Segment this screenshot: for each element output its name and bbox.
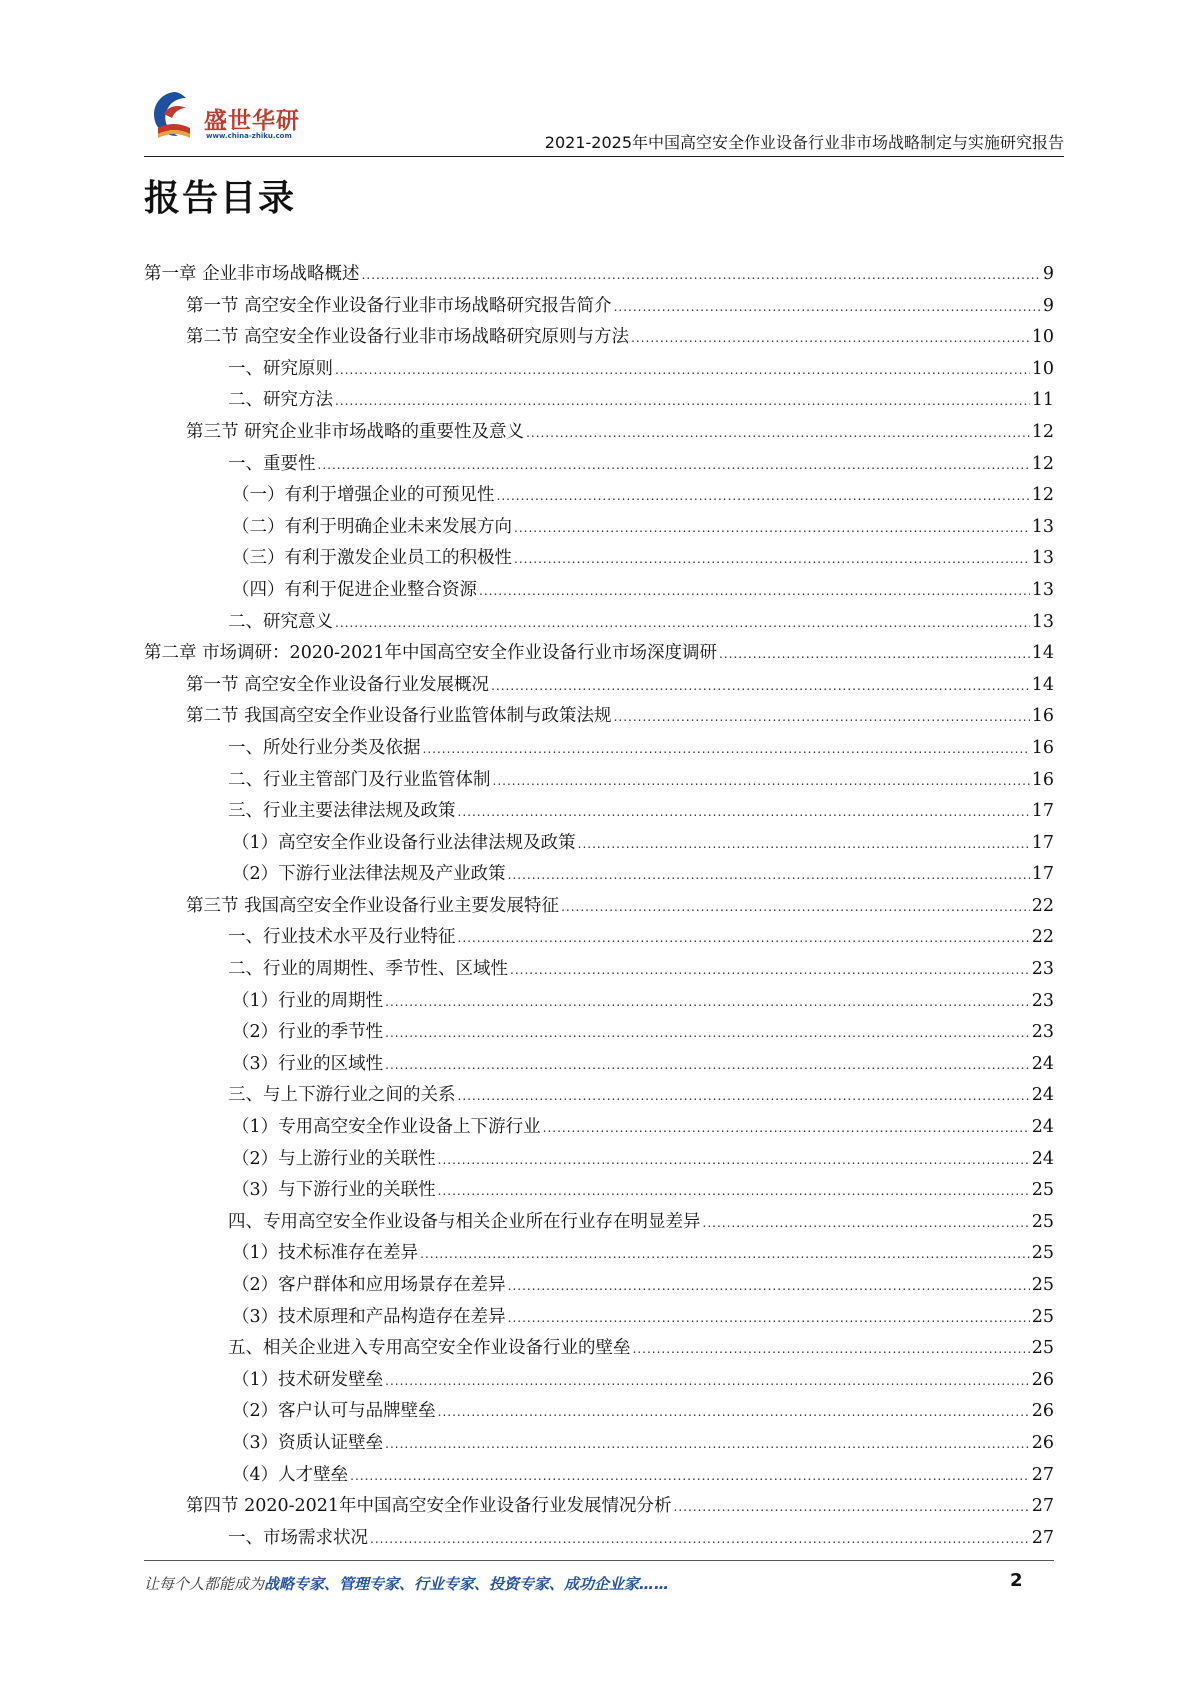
toc-dot-leader [385, 1017, 1030, 1050]
toc-dot-leader [719, 638, 1030, 671]
toc-entry-title: 第三节 研究企业非市场战略的重要性及意义 [186, 421, 525, 442]
toc-entry-page: 25 [1031, 1243, 1054, 1264]
toc-dot-leader [438, 1175, 1030, 1208]
toc-entry-title: （1）专用高空安全作业设备上下游行业 [232, 1117, 541, 1138]
toc-entry-page: 27 [1031, 1527, 1054, 1548]
toc-entry-page: 12 [1031, 453, 1054, 474]
toc-entry-page: 16 [1031, 706, 1054, 727]
toc-entry-page: 13 [1031, 516, 1054, 537]
toc-entry-title: 三、行业主要法律法规及政策 [228, 801, 456, 822]
toc-dot-leader [438, 1144, 1030, 1177]
toc-entry[interactable] [144, 1460, 1054, 1492]
toc-dot-leader [508, 859, 1030, 892]
toc-entry-title: （二）有利于明确企业未来发展方向 [232, 516, 512, 537]
logo-url: www.china-zhiku.com [206, 132, 292, 140]
toc-dot-leader [385, 986, 1030, 1019]
toc-entry-title: （2）行业的季节性 [232, 1022, 384, 1043]
toc-dot-leader [438, 1396, 1030, 1429]
toc-dot-leader [318, 449, 1030, 482]
toc-dot-leader [458, 796, 1030, 829]
toc-entry-title: 第三节 我国高空安全作业设备行业主要发展特征 [186, 895, 560, 916]
toc-dot-leader [578, 828, 1030, 861]
toc-dot-leader [526, 417, 1030, 450]
toc-entry[interactable] [144, 1144, 1054, 1176]
toc-entry[interactable] [144, 1175, 1054, 1207]
page-title: 报告目录 [144, 178, 297, 219]
toc-dot-leader [514, 543, 1030, 576]
toc-dot-leader [479, 575, 1030, 608]
toc-entry-title: （四）有利于促进企业整合资源 [232, 579, 477, 600]
toc-entry-page: 26 [1031, 1369, 1054, 1390]
toc-entry-page: 10 [1031, 327, 1054, 348]
toc-entry[interactable] [144, 670, 1054, 702]
toc-entry-title: 第二节 高空安全作业设备行业非市场战略研究原则与方法 [186, 327, 630, 348]
toc-entry-page: 17 [1031, 832, 1054, 853]
toc-entry-title: （1）技术研发壁垒 [232, 1369, 384, 1390]
toc-entry-page: 25 [1031, 1211, 1054, 1232]
toc-dot-leader [631, 322, 1030, 355]
toc-entry[interactable] [144, 986, 1054, 1018]
toc-entry-page: 14 [1031, 674, 1054, 695]
toc-entry[interactable] [144, 1365, 1054, 1397]
toc-entry-page: 24 [1031, 1117, 1054, 1138]
toc-dot-leader [385, 1049, 1030, 1082]
report-title: 2021-2025年中国高空安全作业设备行业非市场战略制定与实施研究报告 [544, 133, 1064, 152]
toc-entry-title: （1）技术标准存在差异 [232, 1243, 419, 1264]
toc-entry-title: 第一节 高空安全作业设备行业发展概况 [186, 674, 490, 695]
toc-dot-leader [614, 291, 1041, 324]
logo-emblem-icon [144, 84, 204, 144]
company-logo [144, 84, 314, 150]
toc-dot-leader [423, 733, 1030, 766]
toc-entry[interactable] [144, 1238, 1054, 1270]
toc-entry[interactable] [144, 543, 1054, 575]
toc-entry-title: 二、研究意义 [228, 611, 333, 632]
toc-entry-title: （3）与下游行业的关联性 [232, 1180, 436, 1201]
toc-dot-leader [370, 1523, 1030, 1556]
toc-dot-leader [420, 1238, 1030, 1271]
toc-entry[interactable] [144, 922, 1054, 954]
toc-entry-title: 一、研究原则 [228, 358, 333, 379]
toc-entry[interactable] [144, 607, 1054, 639]
toc-dot-leader [497, 480, 1030, 513]
toc-dot-leader [491, 670, 1030, 703]
toc-entry-page: 24 [1031, 1053, 1054, 1074]
toc-entry[interactable] [144, 733, 1054, 765]
toc-entry-page: 22 [1031, 895, 1054, 916]
toc-entry-title: （2）客户认可与品牌壁垒 [232, 1401, 436, 1422]
toc-entry-page: 16 [1031, 737, 1054, 758]
toc-dot-leader [335, 385, 1030, 418]
toc-entry-title: 二、研究方法 [228, 390, 333, 411]
toc-entry[interactable] [144, 701, 1054, 733]
toc-entry-page: 26 [1031, 1432, 1054, 1453]
toc-entry[interactable] [144, 1049, 1054, 1081]
toc-entry-page: 27 [1031, 1464, 1054, 1485]
toc-entry-title: 四、专用高空安全作业设备与相关企业所在行业存在明显差异 [228, 1211, 701, 1232]
toc-entry-title: 五、相关企业进入专用高空安全作业设备行业的壁垒 [228, 1338, 631, 1359]
slogan-prefix: 让每个人都能成为 [144, 1575, 265, 1593]
toc-entry[interactable] [144, 480, 1054, 512]
toc-entry[interactable] [144, 575, 1054, 607]
table-of-contents [144, 259, 1054, 1554]
toc-entry-page: 26 [1031, 1401, 1054, 1422]
toc-dot-leader [350, 1460, 1030, 1493]
toc-entry-page: 12 [1031, 421, 1054, 442]
toc-entry-title: 一、行业技术水平及行业特征 [228, 927, 456, 948]
toc-entry-title: （2）客户群体和应用场景存在差异 [232, 1275, 506, 1295]
toc-entry[interactable] [144, 954, 1054, 986]
slogan-highlight: 战略专家、管理专家、行业专家、投资专家、成功企业家…… [264, 1575, 670, 1593]
toc-entry[interactable] [144, 891, 1054, 923]
toc-entry-title: （3）行业的区域性 [232, 1053, 384, 1074]
toc-dot-leader [561, 891, 1030, 924]
toc-entry[interactable] [144, 1491, 1054, 1523]
toc-entry-title: 第二章 市场调研：2020-2021年中国高空安全作业设备行业市场深度调研 [144, 643, 718, 664]
toc-entry-page: 23 [1031, 959, 1054, 980]
toc-entry[interactable] [144, 796, 1054, 828]
toc-entry[interactable] [144, 1396, 1054, 1428]
toc-entry-title: 第四节 2020-2021年中国高空安全作业设备行业发展情况分析 [186, 1496, 672, 1517]
toc-entry[interactable] [144, 1333, 1054, 1365]
toc-entry-title: 一、市场需求状况 [228, 1527, 368, 1548]
toc-entry-title: 三、与上下游行业之间的关系 [228, 1085, 456, 1106]
toc-entry-page: 17 [1031, 864, 1054, 885]
toc-dot-leader [385, 1365, 1030, 1398]
toc-entry[interactable] [144, 1270, 1054, 1302]
toc-entry-page: 24 [1031, 1148, 1054, 1169]
toc-dot-leader [362, 259, 1041, 292]
toc-entry-title: 二、行业主管部门及行业监管体制 [228, 769, 491, 790]
toc-entry-title: 一、所处行业分类及依据 [228, 737, 421, 758]
toc-dot-leader [458, 1080, 1030, 1113]
toc-entry-title: （三）有利于激发企业员工的积极性 [232, 548, 512, 569]
toc-entry-page: 10 [1031, 358, 1054, 379]
toc-dot-leader [703, 1207, 1030, 1240]
toc-entry[interactable] [144, 417, 1054, 449]
toc-entry[interactable] [144, 1523, 1054, 1555]
toc-entry-title: （一）有利于增强企业的可预见性 [232, 485, 495, 506]
toc-dot-leader [633, 1333, 1030, 1366]
toc-entry-title: （2）下游行业法律法规及产业政策 [232, 864, 506, 885]
toc-entry-title: （3）技术原理和产品构造存在差异 [232, 1306, 506, 1327]
page-header [144, 84, 1064, 158]
toc-entry[interactable] [144, 1428, 1054, 1460]
toc-entry-page: 13 [1031, 579, 1054, 600]
header-divider [144, 156, 1064, 157]
toc-entry-title: 二、行业的周期性、季节性、区域性 [228, 959, 508, 980]
toc-entry-page: 27 [1031, 1496, 1054, 1517]
toc-entry[interactable] [144, 449, 1054, 481]
toc-dot-leader [385, 1428, 1030, 1461]
toc-entry-page: 23 [1031, 990, 1054, 1011]
toc-entry-title: （3）资质认证壁垒 [232, 1432, 384, 1453]
toc-entry[interactable] [144, 512, 1054, 544]
toc-entry-page: 13 [1031, 611, 1054, 632]
toc-entry-page: 25 [1031, 1180, 1054, 1201]
toc-entry-title: （4）人才壁垒 [232, 1464, 349, 1485]
toc-dot-leader [458, 922, 1030, 955]
toc-entry[interactable] [144, 1207, 1054, 1239]
toc-entry-page: 9 [1042, 295, 1054, 316]
toc-entry-page: 25 [1031, 1338, 1054, 1359]
toc-dot-leader [510, 954, 1030, 987]
toc-entry-page: 13 [1031, 548, 1054, 569]
toc-entry[interactable] [144, 638, 1054, 670]
toc-entry-title: （1）高空安全作业设备行业法律法规及政策 [232, 832, 576, 853]
toc-entry[interactable] [144, 259, 1054, 291]
toc-entry-title: （1）行业的周期性 [232, 990, 384, 1011]
toc-dot-leader [335, 607, 1030, 640]
toc-entry-page: 11 [1031, 390, 1054, 411]
toc-entry-page: 22 [1031, 927, 1054, 948]
toc-entry-title: 第二节 我国高空安全作业设备行业监管体制与政策法规 [186, 706, 612, 727]
toc-entry[interactable] [144, 1080, 1054, 1112]
toc-entry-page: 12 [1031, 485, 1054, 506]
toc-entry-page: 14 [1031, 643, 1054, 664]
footer-divider [144, 1560, 1054, 1561]
toc-dot-leader [508, 1270, 1030, 1303]
toc-entry[interactable] [144, 291, 1054, 323]
toc-entry[interactable] [144, 322, 1054, 354]
toc-dot-leader [674, 1491, 1030, 1524]
toc-entry-title: （2）与上游行业的关联性 [232, 1148, 436, 1169]
toc-entry[interactable] [144, 1302, 1054, 1334]
toc-entry[interactable] [144, 828, 1054, 860]
toc-entry-page: 25 [1031, 1306, 1054, 1327]
toc-entry-title: 一、重要性 [228, 453, 316, 474]
toc-entry[interactable] [144, 1017, 1054, 1049]
toc-entry-title: 第一节 高空安全作业设备行业非市场战略研究报告简介 [186, 295, 612, 316]
toc-dot-leader [543, 1112, 1030, 1145]
toc-dot-leader [508, 1302, 1030, 1335]
toc-entry[interactable] [144, 765, 1054, 797]
toc-entry-page: 24 [1031, 1085, 1054, 1106]
toc-dot-leader [514, 512, 1030, 545]
toc-entry[interactable] [144, 385, 1054, 417]
logo-name: 盛世华研 [204, 108, 300, 134]
toc-entry-page: 16 [1031, 769, 1054, 790]
toc-dot-leader [493, 765, 1030, 798]
toc-entry-page: 23 [1031, 1022, 1054, 1043]
page-number: 2 [1010, 1570, 1023, 1591]
toc-dot-leader [614, 701, 1030, 734]
toc-entry[interactable] [144, 354, 1054, 386]
toc-entry-page: 9 [1042, 264, 1054, 284]
toc-entry-title: 第一章 企业非市场战略概述 [144, 264, 360, 284]
footer-slogan [144, 1573, 669, 1594]
toc-entry[interactable] [144, 1112, 1054, 1144]
toc-entry-page: 17 [1031, 801, 1054, 822]
toc-entry[interactable] [144, 859, 1054, 891]
toc-entry-page: 25 [1031, 1275, 1054, 1295]
toc-dot-leader [335, 354, 1030, 387]
